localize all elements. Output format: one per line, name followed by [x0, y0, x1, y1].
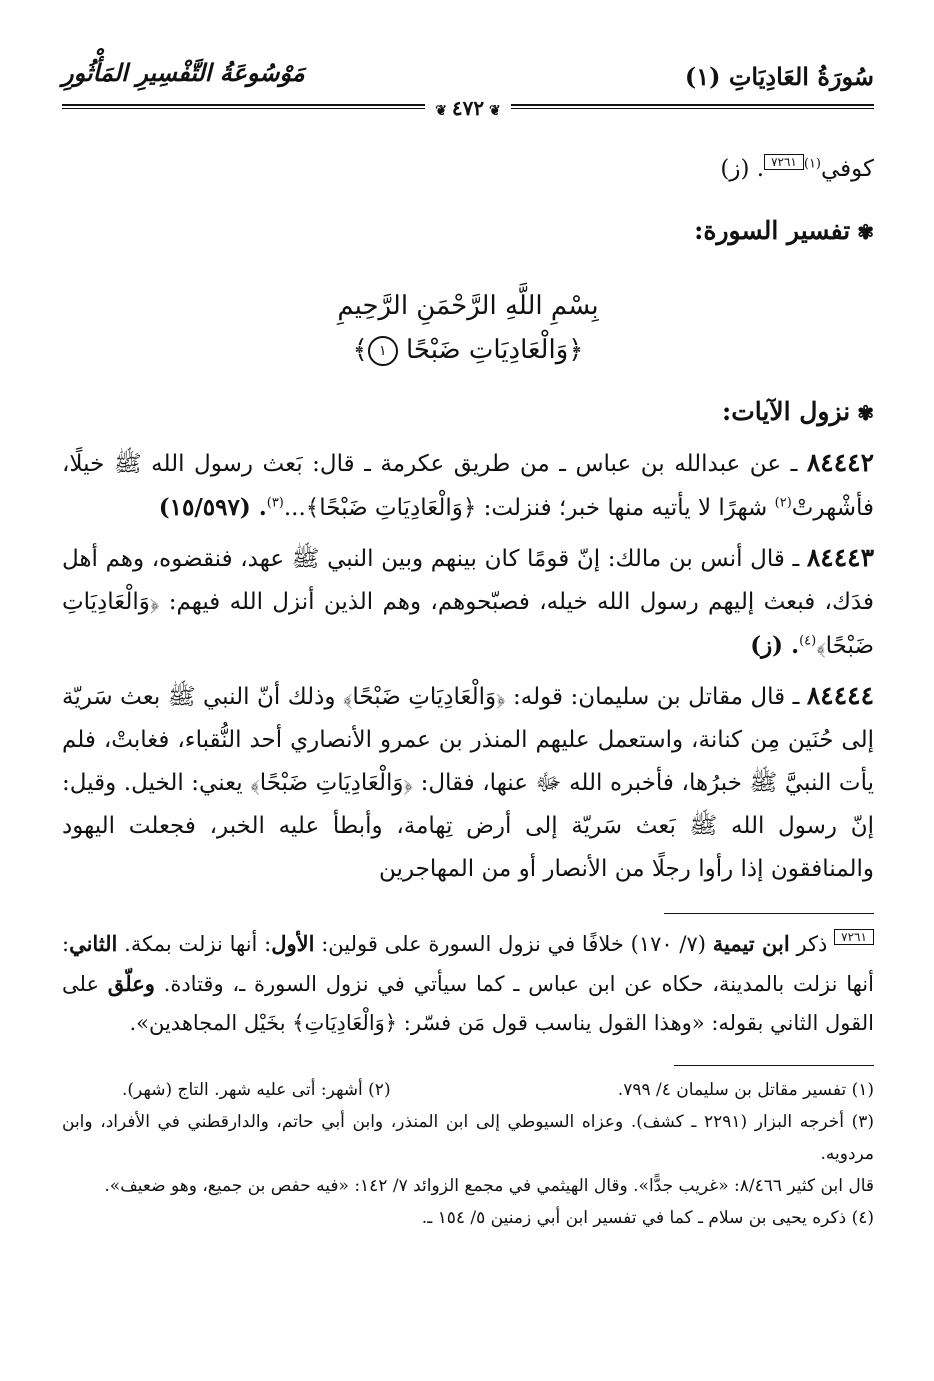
page-number: ❦ ٤٧٢ ❦: [425, 96, 510, 120]
narration-number: ٨٤٤٤٤: [806, 681, 875, 710]
surah-title: سُورَةُ العَادِيَاتِ (١): [684, 62, 874, 91]
quran-verse: ﴿وَالْعَادِيَاتِ ضَبْحًا ١﴾: [352, 335, 584, 365]
main-text: [62, 148, 874, 1234]
footnote-marker: (٤): [799, 633, 817, 649]
page: [62, 56, 874, 1356]
footnote-marker: (٢): [774, 495, 792, 511]
ornament-icon: ❦: [484, 103, 501, 119]
narration-84442: ٨٤٤٤٢ ـ عن عبدالله بن عباس ـ من طريق عكرمة ـ قال: بَعث رسول الله ﷺ خيلًا، فأشْهرتْ$^{(٢)}$ شهرًا لا يأتيه منها خبر؛ فنزلت: ﴿وَالْعَادِيَاتِ ضَبْحًا﴾...$^{(٣)}$. (١٥/٥٩٧): [62, 448, 874, 521]
footnote-separator: [674, 1065, 874, 1066]
section-heading-tafsir: ✾ تفسير السورة:: [694, 216, 874, 245]
scholar-note: ٧٢٦١ ذكر ابن تيمية (٧/ ١٧٠) خلافًا في نزول السورة على قولين: الأول: أنها نزلت بمكة. الثاني: أنها نزلت بالمدينة، حكاه عن ابن عباس ـ كما سيأتي في نزول السورة ـ، وقتادة. وعلّق على القول الثاني بقوله: «وهذا القول يناسب قول مَن فسّر: ﴿وَالْعَادِيَاتِ﴾ بخَيْل المجاهدين».: [62, 930, 874, 1035]
footnote-2: (٢) أشهر: أتى عليه شهر. التاج (شهر).: [122, 1080, 391, 1100]
narration-number: ٨٤٤٤٣: [806, 543, 875, 572]
ayah-number: ١: [368, 336, 398, 366]
section-heading-nuzul: ✾ نزول الآيات:: [722, 397, 874, 426]
footnote-marker: (٣): [266, 495, 284, 511]
source-ref: . (١٥/٥٩٧): [158, 494, 267, 521]
running-header: [62, 56, 874, 120]
note-ref-box: ٧٢٦١: [764, 154, 804, 170]
ornament-icon: ❦: [435, 103, 452, 119]
footnote-3: (٣) أخرجه البزار (٢٢٩١ ـ كشف). وعزاه السيوطي إلى ابن المنذر، وابن أبي حاتم، والدارقطني في الأفراد، وابن مردويه.: [62, 1112, 874, 1164]
narration-number: ٨٤٤٤٢: [806, 448, 874, 477]
book-title: مَوْسُوعَةُ التَّفْسِيرِ المَأْثُورِ: [62, 58, 305, 87]
footnote-3-cont: قال ابن كثير ٨/٤٦٦: «غريب جدًّا». وقال الهيثمي في مجمع الزوائد ٧/ ١٤٢: «فيه حفص بن جميع، وهو ضعيف».: [104, 1176, 874, 1196]
footnotes: [62, 1074, 874, 1234]
narration-84443: ٨٤٤٤٣ ـ قال أنس بن مالك: إنّ قومًا كان بينهم وبين النبي ﷺ عهد، فنقضوه، وهم أهل فدَك، فبعث إليهم رسول الله خيله، فصبّحوهم، وهم الذين أنزل الله فيهم: ﴿وَالْعَادِيَاتِ ضَبْحًا﴾$^{(٤)}$. (ز): [62, 543, 875, 659]
narration-84444: ٨٤٤٤٤ ـ قال مقاتل بن سليمان: قوله: ﴿وَالْعَادِيَاتِ ضَبْحًا﴾ وذلك أنّ النبي ﷺ بعث سَريّة إلى حُنَين مِن كنانة، واستعمل عليهم المنذر بن عمرو الأنصاري أحد النُّقباء، فغابتْ، فلم يأت النبيَّ ﷺ خبرُها، فأخبره الله ﷻ عنها، فقال: ﴿وَالْعَادِيَاتِ ضَبْحًا﴾ يعني: الخيل. وقيل: إنّ رسول الله ﷺ بَعث سَريّة إلى أرض تِهامة، وأبطأ عليه الخبر، فجعلت اليهود والمنافقون إذا رأوا رجلًا من الأنصار أو من المهاجرين: [62, 681, 875, 882]
flower-icon: ✾: [850, 220, 874, 244]
basmala: بِسْمِ اللَّهِ الرَّحْمَنِ الرَّحِيمِ: [337, 291, 599, 321]
kufi-line: كوفي$^{(١)}$٧٢٦١. (ز): [720, 155, 874, 182]
footnote-marker: (١): [803, 156, 821, 172]
separator: [664, 913, 874, 914]
footnote-1: (١) تفسير مقاتل بن سليمان ٤/ ٧٩٩.: [617, 1080, 874, 1100]
flower-icon: ✾: [850, 401, 874, 425]
footnote-4: (٤) ذكره يحيى بن سلام ـ كما في تفسير ابن أبي زمنين ٥/ ١٥٤ ـ.: [421, 1208, 874, 1228]
note-ref-box: ٧٢٦١: [834, 929, 874, 945]
